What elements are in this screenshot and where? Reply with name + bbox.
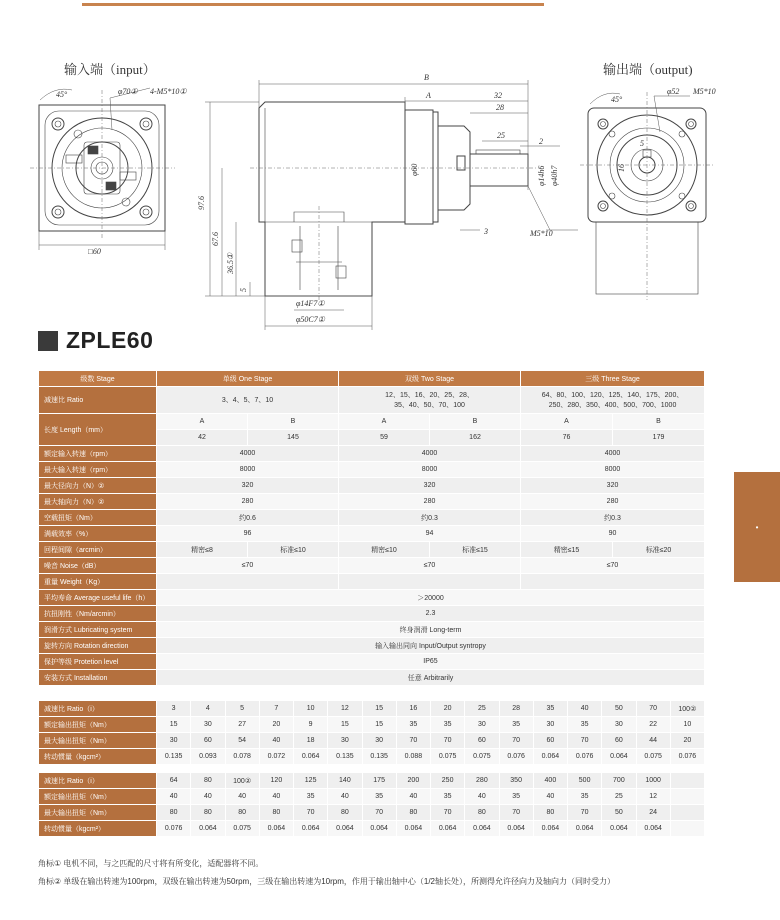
spec-cell: 终身润滑 Long-term bbox=[157, 622, 705, 638]
torque-cell: 30 bbox=[157, 733, 191, 749]
torque-cell: 30 bbox=[465, 717, 499, 733]
torque-cell: 30 bbox=[362, 733, 396, 749]
spec-cell: 162 bbox=[430, 430, 521, 446]
spec-cell: A bbox=[339, 414, 430, 430]
torque-cell: 125 bbox=[294, 773, 328, 789]
dim-5-label: 5 bbox=[239, 288, 248, 292]
torque-table-1 bbox=[38, 700, 705, 765]
torque-cell: 20 bbox=[431, 701, 465, 717]
spec-label: 空载扭矩（Nm） bbox=[39, 510, 157, 526]
dim-phi14f7-label: φ14F7① bbox=[296, 299, 325, 308]
torque-cell: 0.064 bbox=[328, 821, 362, 837]
spec-cell-line: 64、80、100、120、125、140、175、200、 bbox=[541, 392, 684, 399]
footnote-2: 角标② 单级在输出转速为100rpm，双级在输出转速为50rpm，三级在输出转速为10rpm，作用于输出轴中心（1/2轴长处），所测得允许径向力及轴向力（同时受力） bbox=[38, 877, 615, 886]
spec-cell: ≤70 bbox=[157, 558, 339, 574]
spec-cell: 94 bbox=[339, 526, 521, 542]
torque-cell: 35 bbox=[396, 717, 430, 733]
spec-cell: 145 bbox=[248, 430, 339, 446]
torque-cell: 80 bbox=[396, 805, 430, 821]
torque-cell: 700 bbox=[602, 773, 636, 789]
torque-cell: 70 bbox=[431, 733, 465, 749]
spec-label: 最大输入转速（rpm） bbox=[39, 462, 157, 478]
side-tab-mark: • bbox=[755, 522, 759, 532]
torque-cell: 24 bbox=[636, 805, 670, 821]
spec-cell: 标准≤15 bbox=[430, 542, 521, 558]
dim-phi50-label: φ50C7① bbox=[296, 315, 325, 324]
torque-cell: 400 bbox=[533, 773, 567, 789]
torque-cell: 80 bbox=[328, 805, 362, 821]
torque-cell: 140 bbox=[328, 773, 362, 789]
torque-cell: 64 bbox=[157, 773, 191, 789]
torque-cell: 60 bbox=[465, 733, 499, 749]
torque-cell: 40 bbox=[568, 701, 602, 717]
spec-cell bbox=[521, 574, 705, 590]
torque-cell: 35 bbox=[431, 717, 465, 733]
spec-row bbox=[39, 606, 705, 622]
torque-cell: 9 bbox=[294, 717, 328, 733]
torque-cell: 25 bbox=[465, 701, 499, 717]
spec-label: 保护等级 Protetion level bbox=[39, 654, 157, 670]
torque-cell: 0.093 bbox=[191, 749, 225, 765]
torque-cell: 80 bbox=[465, 805, 499, 821]
spec-cell-line: 12、15、16、20、25、28、 bbox=[385, 392, 474, 399]
torque-cell: 0.064 bbox=[602, 821, 636, 837]
torque-cell: 70 bbox=[499, 805, 533, 821]
spec-cell: 2.3 bbox=[157, 606, 705, 622]
spec-cell: 280 bbox=[157, 494, 339, 510]
torque-cell: 30 bbox=[533, 717, 567, 733]
torque-cell: 30 bbox=[191, 717, 225, 733]
input-flange-view bbox=[30, 87, 187, 256]
torque-cell: 25 bbox=[602, 789, 636, 805]
spec-cell: 约0.3 bbox=[521, 510, 705, 526]
spec-cell: 320 bbox=[157, 478, 339, 494]
spec-row bbox=[39, 526, 705, 542]
spec-cell: 179 bbox=[613, 430, 705, 446]
spec-row bbox=[39, 638, 705, 654]
torque-cell: 16 bbox=[396, 701, 430, 717]
torque-cell: 0.072 bbox=[259, 749, 293, 765]
spec-row-ratio bbox=[39, 387, 705, 414]
torque-cell: 0.078 bbox=[225, 749, 259, 765]
torque-cell: 0.064 bbox=[533, 749, 567, 765]
spec-cell: A bbox=[521, 414, 613, 430]
torque-cell: 0.064 bbox=[294, 821, 328, 837]
spec-label: 重量 Weight（Kg） bbox=[39, 574, 157, 590]
output-16-label: 16 bbox=[617, 164, 626, 172]
torque-cell: 0.064 bbox=[259, 821, 293, 837]
output-flange-view bbox=[580, 87, 716, 300]
torque-cell: 175 bbox=[362, 773, 396, 789]
dim-phi60-label: φ60 bbox=[410, 163, 419, 176]
torque-cell: 0.064 bbox=[499, 821, 533, 837]
spec-cell: 4000 bbox=[521, 446, 705, 462]
torque-cell: 250 bbox=[431, 773, 465, 789]
output-end-label: 输出端（output) bbox=[603, 62, 693, 77]
spec-cell: 42 bbox=[157, 430, 248, 446]
torque-row-rated bbox=[39, 717, 705, 733]
torque-cell: 0.064 bbox=[294, 749, 328, 765]
torque-cell: 80 bbox=[191, 805, 225, 821]
torque-cell: 44 bbox=[636, 733, 670, 749]
torque-cell bbox=[670, 773, 704, 789]
spec-label: 减速比 Ratio bbox=[39, 387, 157, 414]
torque-cell: 20 bbox=[259, 717, 293, 733]
torque-cell: 60 bbox=[191, 733, 225, 749]
dim-25-label: 25 bbox=[497, 131, 505, 140]
torque-cell: 70 bbox=[636, 701, 670, 717]
spec-cell: 8000 bbox=[521, 462, 705, 478]
torque-cell: 22 bbox=[636, 717, 670, 733]
spec-row bbox=[39, 558, 705, 574]
torque-label: 最大输出扭矩（Nm） bbox=[39, 805, 157, 821]
torque-label: 额定输出扭矩（Nm） bbox=[39, 789, 157, 805]
dim-2-label: 2 bbox=[539, 137, 543, 146]
spec-cell: 输入输出同向 Input/Output syntropy bbox=[157, 638, 705, 654]
side-view bbox=[197, 73, 578, 330]
input-holes-label: 4-M5*10① bbox=[150, 87, 187, 96]
spec-row bbox=[39, 462, 705, 478]
torque-cell: 0.064 bbox=[191, 821, 225, 837]
torque-cell: 100② bbox=[670, 701, 704, 717]
torque-cell: 80 bbox=[259, 805, 293, 821]
spec-cell: B bbox=[613, 414, 705, 430]
torque-cell: 50 bbox=[602, 701, 636, 717]
torque-cell: 0.064 bbox=[465, 821, 499, 837]
torque-cell: 40 bbox=[157, 789, 191, 805]
torque-cell: 200 bbox=[396, 773, 430, 789]
torque-cell: 40 bbox=[465, 789, 499, 805]
output-m5-label: M5*10 bbox=[693, 87, 716, 96]
torque-cell: 70 bbox=[568, 733, 602, 749]
dim-A-label: A bbox=[426, 91, 431, 100]
spec-cell-line: 35、40、50、70、100 bbox=[394, 402, 465, 409]
torque-cell: 28 bbox=[499, 701, 533, 717]
torque-cell: 12 bbox=[636, 789, 670, 805]
torque-cell: 0.075 bbox=[225, 821, 259, 837]
input-square-label: □60 bbox=[88, 247, 101, 256]
spec-label: 抗扭刚性（Nm/arcmin） bbox=[39, 606, 157, 622]
spec-cell: 320 bbox=[339, 478, 521, 494]
torque-row-max bbox=[39, 733, 705, 749]
torque-row-ratio bbox=[39, 773, 705, 789]
spec-label: 润滑方式 Lubricating system bbox=[39, 622, 157, 638]
spec-cell: 59 bbox=[339, 430, 430, 446]
input-angle-label: 45° bbox=[56, 90, 68, 99]
torque-cell: 80 bbox=[157, 805, 191, 821]
spec-row bbox=[39, 494, 705, 510]
spec-cell: 76 bbox=[521, 430, 613, 446]
spec-row bbox=[39, 654, 705, 670]
spec-cell bbox=[339, 574, 521, 590]
torque-label: 减速比 Ratio（i） bbox=[39, 773, 157, 789]
torque-cell: 20 bbox=[670, 733, 704, 749]
torque-label: 减速比 Ratio（i） bbox=[39, 701, 157, 717]
spec-cell: 96 bbox=[157, 526, 339, 542]
dim-3-label: 3 bbox=[484, 227, 488, 236]
spec-cell: 4000 bbox=[339, 446, 521, 462]
input-bore-label: φ70① bbox=[118, 87, 138, 96]
torque-cell bbox=[670, 805, 704, 821]
spec-label: 回程间隙（arcmin） bbox=[39, 542, 157, 558]
spec-cell: 标准≤10 bbox=[248, 542, 339, 558]
spec-cell: 280 bbox=[339, 494, 521, 510]
torque-cell: 120 bbox=[259, 773, 293, 789]
spec-row-backlash bbox=[39, 542, 705, 558]
torque-cell: 0.064 bbox=[636, 821, 670, 837]
spec-cell: 320 bbox=[521, 478, 705, 494]
torque-cell: 50 bbox=[602, 805, 636, 821]
spec-label: 噪音 Noise（dB） bbox=[39, 558, 157, 574]
torque-cell: 0.064 bbox=[431, 821, 465, 837]
spec-label: 满载效率（%） bbox=[39, 526, 157, 542]
spec-cell: ＞20000 bbox=[157, 590, 705, 606]
torque-cell: 70 bbox=[294, 805, 328, 821]
torque-cell: 0.135 bbox=[328, 749, 362, 765]
torque-cell: 70 bbox=[499, 733, 533, 749]
torque-cell: 0.076 bbox=[499, 749, 533, 765]
spec-row-length-ab bbox=[39, 414, 705, 430]
spec-row bbox=[39, 446, 705, 462]
torque-cell: 35 bbox=[499, 789, 533, 805]
torque-cell: 12 bbox=[328, 701, 362, 717]
torque-cell: 70 bbox=[568, 805, 602, 821]
torque-cell: 15 bbox=[362, 701, 396, 717]
torque-cell: 40 bbox=[191, 789, 225, 805]
spec-cell: 精密≤8 bbox=[157, 542, 248, 558]
spec-row bbox=[39, 478, 705, 494]
torque-cell bbox=[670, 789, 704, 805]
spec-cell bbox=[157, 574, 339, 590]
torque-cell: 35 bbox=[533, 701, 567, 717]
spec-row bbox=[39, 590, 705, 606]
torque-cell: 0.075 bbox=[431, 749, 465, 765]
spec-row bbox=[39, 670, 705, 686]
torque-cell bbox=[670, 821, 704, 837]
spec-table bbox=[38, 370, 705, 686]
spec-cell-line: 250、280、350、400、500、700、1000 bbox=[548, 402, 677, 409]
torque-cell: 35 bbox=[294, 789, 328, 805]
torque-cell: 27 bbox=[225, 717, 259, 733]
torque-cell: 60 bbox=[533, 733, 567, 749]
torque-cell: 0.064 bbox=[396, 821, 430, 837]
torque-cell: 15 bbox=[157, 717, 191, 733]
spec-label: 长度 Length（mm） bbox=[39, 414, 157, 446]
torque-label: 最大输出扭矩（Nm） bbox=[39, 733, 157, 749]
spec-cell: IP65 bbox=[157, 654, 705, 670]
output-phi52-label: φ52 bbox=[667, 87, 680, 96]
dim-32-label: 32 bbox=[494, 91, 502, 100]
torque-cell: 0.064 bbox=[362, 821, 396, 837]
dim-97-label: 97.6 bbox=[197, 196, 206, 210]
spec-cell: 3、4、5、7、10 bbox=[157, 387, 339, 414]
dim-67-label: 67.6 bbox=[211, 232, 220, 246]
spec-cell-three bbox=[521, 387, 705, 414]
spec-header-two: 双级 Two Stage bbox=[339, 371, 521, 387]
torque-cell: 40 bbox=[533, 789, 567, 805]
torque-cell: 18 bbox=[294, 733, 328, 749]
torque-cell: 70 bbox=[362, 805, 396, 821]
technical-drawing bbox=[0, 0, 780, 340]
torque-row-ratio bbox=[39, 701, 705, 717]
spec-header-row bbox=[39, 371, 705, 387]
torque-row-max bbox=[39, 805, 705, 821]
spec-header-one: 单级 One Stage bbox=[157, 371, 339, 387]
torque-cell: 0.076 bbox=[157, 821, 191, 837]
spec-cell: 精密≤15 bbox=[521, 542, 613, 558]
spec-cell: 4000 bbox=[157, 446, 339, 462]
torque-cell: 0.075 bbox=[636, 749, 670, 765]
torque-cell: 0.075 bbox=[465, 749, 499, 765]
spec-row bbox=[39, 574, 705, 590]
torque-cell: 80 bbox=[191, 773, 225, 789]
torque-cell: 4 bbox=[191, 701, 225, 717]
torque-label: 额定输出扭矩（Nm） bbox=[39, 717, 157, 733]
model-name: ZPLE60 bbox=[66, 327, 154, 353]
model-title bbox=[38, 327, 153, 354]
spec-cell: B bbox=[248, 414, 339, 430]
dim-28-label: 28 bbox=[496, 103, 504, 112]
dim-36-label: 36.5① bbox=[226, 252, 235, 274]
spec-label: 最大径向力（N）② bbox=[39, 478, 157, 494]
torque-cell: 0.088 bbox=[396, 749, 430, 765]
torque-cell: 70 bbox=[431, 805, 465, 821]
torque-cell: 35 bbox=[499, 717, 533, 733]
torque-cell: 7 bbox=[259, 701, 293, 717]
torque-cell: 40 bbox=[328, 789, 362, 805]
torque-cell: 0.076 bbox=[670, 749, 704, 765]
spec-cell: 任意 Arbitrarily bbox=[157, 670, 705, 686]
torque-cell: 30 bbox=[602, 717, 636, 733]
torque-cell: 10 bbox=[670, 717, 704, 733]
torque-table-2 bbox=[38, 772, 705, 837]
spec-cell: 约0.3 bbox=[339, 510, 521, 526]
spec-cell: 280 bbox=[521, 494, 705, 510]
torque-row-rated bbox=[39, 789, 705, 805]
spec-label: 最大轴向力（N）② bbox=[39, 494, 157, 510]
input-end-label: 输入端（input） bbox=[64, 62, 156, 77]
torque-label: 转动惯量（kgcm²） bbox=[39, 749, 157, 765]
torque-cell: 15 bbox=[362, 717, 396, 733]
torque-cell: 35 bbox=[362, 789, 396, 805]
torque-cell: 40 bbox=[396, 789, 430, 805]
output-angle-label: 45° bbox=[611, 95, 623, 104]
torque-label: 转动惯量（kgcm²） bbox=[39, 821, 157, 837]
torque-cell: 0.135 bbox=[362, 749, 396, 765]
title-square-marker bbox=[38, 331, 58, 351]
torque-cell: 0.064 bbox=[533, 821, 567, 837]
torque-cell: 40 bbox=[259, 733, 293, 749]
torque-cell: 15 bbox=[328, 717, 362, 733]
footnote-1: 角标① 电机不同，与之匹配的尺寸将有所变化，适配器将不同。 bbox=[38, 859, 264, 868]
dim-m5-label: M5*10 bbox=[530, 229, 553, 238]
spec-cell: B bbox=[430, 414, 521, 430]
torque-row-inertia bbox=[39, 821, 705, 837]
dim-phi14h6-label: φ14h6 bbox=[537, 165, 546, 186]
torque-cell: 40 bbox=[259, 789, 293, 805]
spec-cell: 90 bbox=[521, 526, 705, 542]
torque-cell: 35 bbox=[568, 789, 602, 805]
spec-cell: ≤70 bbox=[521, 558, 705, 574]
side-tab bbox=[734, 472, 780, 582]
spec-cell: 约0.6 bbox=[157, 510, 339, 526]
spec-label: 旋转方向 Rotation direction bbox=[39, 638, 157, 654]
torque-cell: 35 bbox=[431, 789, 465, 805]
spec-cell-two bbox=[339, 387, 521, 414]
spec-cell: 标准≤20 bbox=[613, 542, 705, 558]
torque-cell: 60 bbox=[602, 733, 636, 749]
spec-row bbox=[39, 622, 705, 638]
torque-cell: 0.064 bbox=[568, 821, 602, 837]
dim-phi40h7-label: φ40h7 bbox=[550, 165, 559, 186]
torque-cell: 0.135 bbox=[157, 749, 191, 765]
spec-cell: ≤70 bbox=[339, 558, 521, 574]
spec-header-label: 级数 Stage bbox=[39, 371, 157, 387]
torque-cell: 80 bbox=[225, 805, 259, 821]
torque-cell: 70 bbox=[396, 733, 430, 749]
spec-label: 平均寿命 Average useful life（h） bbox=[39, 590, 157, 606]
spec-row bbox=[39, 510, 705, 526]
spec-cell: 精密≤10 bbox=[339, 542, 430, 558]
torque-cell: 350 bbox=[499, 773, 533, 789]
torque-row-inertia bbox=[39, 749, 705, 765]
torque-cell: 10 bbox=[294, 701, 328, 717]
torque-cell: 1000 bbox=[636, 773, 670, 789]
spec-label: 安装方式 Installation bbox=[39, 670, 157, 686]
torque-cell: 280 bbox=[465, 773, 499, 789]
torque-cell: 35 bbox=[568, 717, 602, 733]
output-5-label: 5 bbox=[640, 139, 644, 148]
torque-cell: 5 bbox=[225, 701, 259, 717]
torque-cell: 80 bbox=[533, 805, 567, 821]
torque-cell: 40 bbox=[225, 789, 259, 805]
spec-cell: 8000 bbox=[339, 462, 521, 478]
torque-cell: 0.064 bbox=[602, 749, 636, 765]
dim-B-label: B bbox=[424, 73, 429, 82]
spec-header-three: 三级 Three Stage bbox=[521, 371, 705, 387]
torque-cell: 500 bbox=[568, 773, 602, 789]
spec-cell: A bbox=[157, 414, 248, 430]
torque-cell: 100② bbox=[225, 773, 259, 789]
torque-cell: 0.076 bbox=[568, 749, 602, 765]
torque-cell: 54 bbox=[225, 733, 259, 749]
torque-cell: 3 bbox=[157, 701, 191, 717]
spec-label: 额定输入转速（rpm） bbox=[39, 446, 157, 462]
spec-cell: 8000 bbox=[157, 462, 339, 478]
torque-cell: 30 bbox=[328, 733, 362, 749]
